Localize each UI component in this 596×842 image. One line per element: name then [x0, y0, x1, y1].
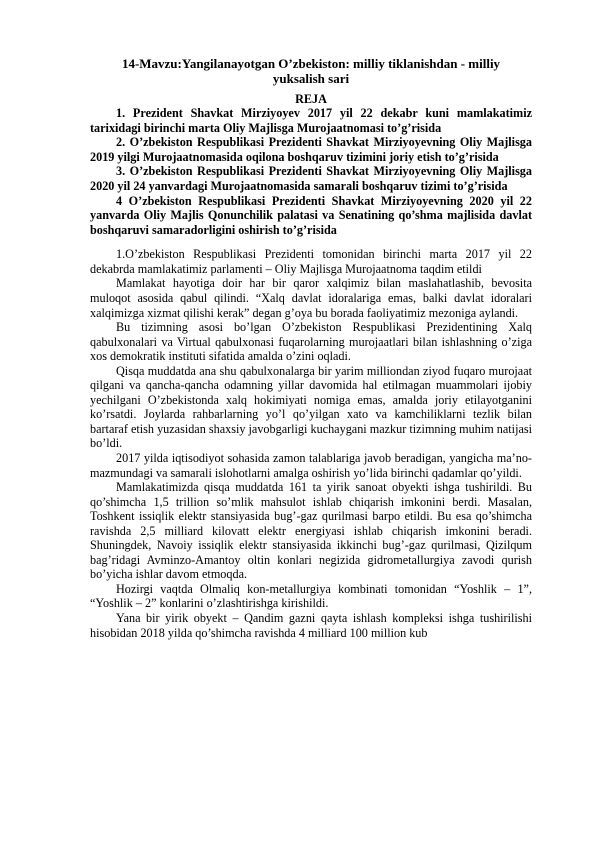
paragraph: 1.O’zbekiston Respublikasi Prezidenti tomonidan birinchi marta 2017 yil 22 dekabrda mamlakatimiz parlamenti – Oliy Majlisga Murojaatnoma taqdim etildi [90, 247, 532, 276]
paragraph: Mamlakat hayotiga doir har bir qaror xalqimiz bilan maslahatlashib, bevosita muloqot asosida qabul qilindi. “Xalq davlat idoralariga emas, balki davlat idoralari xalqimizga xizmat qilishi kerak” degan g’oya bu borada faoliyatimiz mezoniga aylandi. [90, 276, 532, 320]
paragraph: 2017 yilda iqtisodiyot sohasida zamon talablariga javob beradigan, yangicha ma’no-mazmundagi va samarali islohotlarni amalga oshirish yo’lida birinchi qadamlar qo’yildi. [90, 451, 532, 480]
plan-item: 1. Prezident Shavkat Mirziyoyev 2017 yil 22 dekabr kuni mamlakatimiz tarixidagi birinchi marta Oliy Majlisga Murojaatnomasi to’g’risida [90, 106, 532, 135]
paragraph: Qisqa muddatda ana shu qabulxonalarga bir yarim milliondan ziyod fuqaro murojaat qilgani va qancha-qancha odamning yillar davomida hal etilmagan muammolari ijobiy yechilgani O’zbekistonda xalq hokimiyati nomiga emas, amalda joriy etilayotganini ko’rsatdi. Joylarda rahbarlarning yo’l qo’yilgan xato va kamchiliklarni tezlik bilan bartaraf etish yuzasidan shaxsiy javobgarligi kuchaygani mazkur tizimning muhim natijasi bo’ldi. [90, 363, 532, 451]
plan-heading: REJA [295, 92, 327, 106]
body-text [90, 247, 532, 640]
plan-list [90, 106, 532, 237]
paragraph: Yana bir yirik obyekt – Qandim gazni qayta ishlash kompleksi ishga tushirilishi hisobidan 2018 yilda qo’shimcha ravishda 4 milliard 100 million kub [90, 611, 532, 640]
paragraph: Hozirgi vaqtda Olmaliq kon-metallurgiya kombinati tomonidan “Yoshlik – 1”, “Yoshlik – 2” konlarini o’zlashtirishga kirishildi. [90, 581, 532, 611]
plan-item: 2. O’zbekiston Respublikasi Prezidenti Shavkat Mirziyoyevning Oliy Majlisga 2019 yilgi Murojaatnomasida oqilona boshqaruv tizimini joriy etish to’g’risida [90, 135, 532, 164]
paragraph: Bu tizimning asosi bo’lgan O’zbekiston Respublikasi Prezidentining Xalq qabulxonalari va Virtual qabulxonasi fuqarolarning murojaatlari bilan ishlashning o’ziga xos demokratik instituti sifatida amalda o’zini oqladi. [90, 320, 532, 364]
page-title: 14-Mavzu:Yangilanayotgan O’zbekiston: milliy tiklanishdan - milliy yuksalish sari [121, 56, 501, 86]
plan-item: 4 O’zbekiston Respublikasi Prezidenti Shavkat Mirziyoyevning 2020 yil 22 yanvarda Oliy Majlis Qonunchilik palatasi va Senatining qo’shma majlisida davlat boshqaruvi samaradorligini oshirish to’g’risida [90, 193, 532, 237]
plan-item: 3. O’zbekiston Respublikasi Prezidenti Shavkat Mirziyoyevning Oliy Majlisga 2020 yil 24 yanvardagi Murojaatnomasida samarali boshqaruv tizimi to’g’risida [90, 164, 532, 193]
document-content [90, 56, 532, 640]
paragraph: Mamlakatimizda qisqa muddatda 161 ta yirik sanoat obyekti ishga tushirildi. Bu qo’shimcha 1,5 trillion so’mlik mahsulot ishlab chiqarish imkonini berdi. Masalan, Toshkent issiqlik elektr stansiyasida bug’-gaz qurilmasi barpo etildi. Bu esa qo’shimcha ravishda 2,5 milliard kilovatt elektr energiyasi ishlab chiqarish imkonini beradi. Shuningdek, Navoiy issiqlik elektr stansiyasida ikkinchi bug’-gaz qurilmasi, Qizilqum bag’ridagi Avminzo-Amantoy oltin konlari negizida gidrometallurgiya zavodi qurish bo’yicha ishlar davom etmoqda. [90, 480, 532, 582]
